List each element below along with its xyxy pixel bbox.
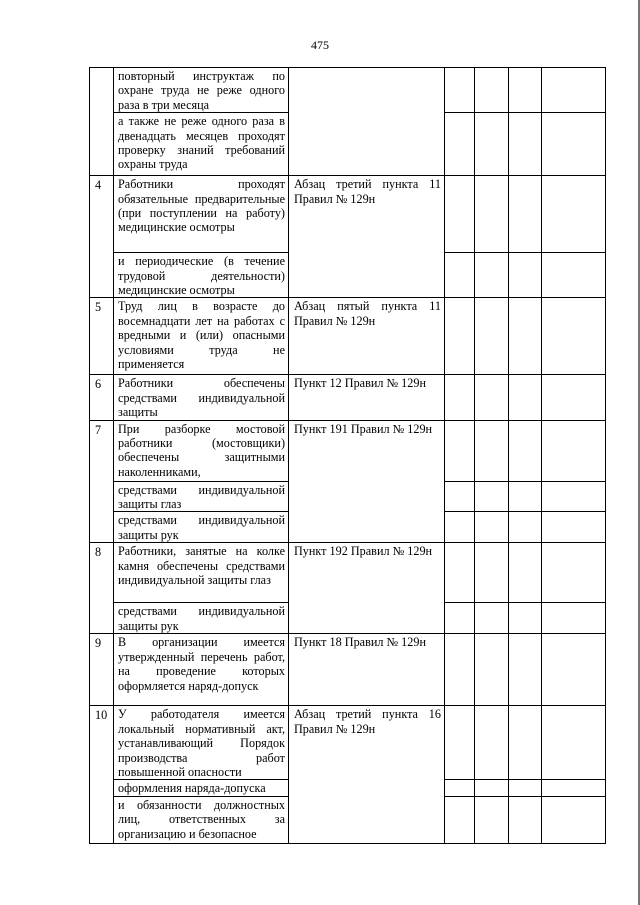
requirement-text: Труд лиц в возрасте до восемнадцати лет на работах с вредными и (или) опасными условиями труда не применяется <box>114 298 289 375</box>
table-row <box>90 543 606 603</box>
note-cell[interactable] <box>542 634 606 706</box>
answer-cell[interactable] <box>445 298 475 375</box>
requirement-text: средствами индивидуальной защиты рук <box>114 512 289 543</box>
legal-reference: Абзац третий пункта 11 Правил № 129н <box>289 176 445 298</box>
answer-cell[interactable] <box>475 706 509 780</box>
requirement-text: а также не реже одного раза в двенадцать месяцев проходят проверку знаний требований охраны труда <box>114 113 289 176</box>
answer-cell[interactable] <box>509 113 542 176</box>
answer-cell[interactable] <box>475 113 509 176</box>
note-cell[interactable] <box>542 543 606 603</box>
answer-cell[interactable] <box>475 68 509 113</box>
legal-reference <box>289 68 445 176</box>
requirement-text: средствами индивидуальной защиты рук <box>114 603 289 634</box>
answer-cell[interactable] <box>445 512 475 543</box>
requirement-text: и периодические (в течение трудовой деятельности) медицинские осмотры <box>114 253 289 298</box>
answer-cell[interactable] <box>509 298 542 375</box>
note-cell[interactable] <box>542 512 606 543</box>
answer-cell[interactable] <box>509 543 542 603</box>
note-cell[interactable] <box>542 113 606 176</box>
answer-cell[interactable] <box>509 375 542 420</box>
answer-cell[interactable] <box>509 603 542 634</box>
answer-cell[interactable] <box>445 253 475 298</box>
row-number: 5 <box>90 298 114 375</box>
note-cell[interactable] <box>542 706 606 780</box>
table-row <box>90 375 606 420</box>
answer-cell[interactable] <box>509 253 542 298</box>
note-cell[interactable] <box>542 796 606 843</box>
answer-cell[interactable] <box>475 543 509 603</box>
legal-reference: Абзац третий пункта 16 Правил № 129н <box>289 706 445 843</box>
requirement-text: и обязанности должностных лиц, ответственных за организацию и безопасное <box>114 796 289 843</box>
answer-cell[interactable] <box>475 298 509 375</box>
requirement-text: Работники, занятые на колке камня обеспечены средствами индивидуальной защиты глаз <box>114 543 289 603</box>
legal-reference: Пункт 18 Правил № 129н <box>289 634 445 706</box>
row-number <box>90 68 114 176</box>
checklist-table <box>89 67 606 844</box>
answer-cell[interactable] <box>445 481 475 512</box>
table-row <box>90 176 606 253</box>
answer-cell[interactable] <box>445 780 475 796</box>
table-row <box>90 420 606 481</box>
answer-cell[interactable] <box>445 68 475 113</box>
note-cell[interactable] <box>542 176 606 253</box>
requirement-text: Работники проходят обязательные предварительные (при поступлении на работу) медицинские осмотры <box>114 176 289 253</box>
note-cell[interactable] <box>542 780 606 796</box>
answer-cell[interactable] <box>509 420 542 481</box>
answer-cell[interactable] <box>509 68 542 113</box>
note-cell[interactable] <box>542 298 606 375</box>
page-number: 475 <box>311 38 329 52</box>
requirement-text: средствами индивидуальной защиты глаз <box>114 481 289 512</box>
legal-reference: Пункт 192 Правил № 129н <box>289 543 445 634</box>
requirement-text: У работодателя имеется локальный нормативный акт, устанавливающий Порядок производства работ повышенной опасности <box>114 706 289 780</box>
legal-reference: Пункт 12 Правил № 129н <box>289 375 445 420</box>
answer-cell[interactable] <box>445 603 475 634</box>
row-number: 4 <box>90 176 114 298</box>
note-cell[interactable] <box>542 603 606 634</box>
answer-cell[interactable] <box>445 543 475 603</box>
note-cell[interactable] <box>542 420 606 481</box>
table-row <box>90 298 606 375</box>
answer-cell[interactable] <box>475 253 509 298</box>
row-number: 10 <box>90 706 114 843</box>
answer-cell[interactable] <box>475 796 509 843</box>
answer-cell[interactable] <box>475 420 509 481</box>
requirement-text: повторный инструктаж по охране труда не реже одного раза в три месяца <box>114 68 289 113</box>
answer-cell[interactable] <box>445 796 475 843</box>
answer-cell[interactable] <box>475 603 509 634</box>
note-cell[interactable] <box>542 375 606 420</box>
answer-cell[interactable] <box>475 780 509 796</box>
table-row <box>90 68 606 113</box>
answer-cell[interactable] <box>475 176 509 253</box>
legal-reference: Пункт 191 Правил № 129н <box>289 420 445 543</box>
answer-cell[interactable] <box>445 375 475 420</box>
answer-cell[interactable] <box>445 634 475 706</box>
answer-cell[interactable] <box>445 176 475 253</box>
answer-cell[interactable] <box>475 375 509 420</box>
answer-cell[interactable] <box>509 176 542 253</box>
row-number: 9 <box>90 634 114 706</box>
requirement-text: В организации имеется утвержденный перечень работ, на проведение которых оформляется наряд-допуск <box>114 634 289 706</box>
answer-cell[interactable] <box>509 780 542 796</box>
table-row <box>90 634 606 706</box>
table-row <box>90 706 606 780</box>
answer-cell[interactable] <box>475 634 509 706</box>
row-number: 7 <box>90 420 114 543</box>
answer-cell[interactable] <box>509 512 542 543</box>
legal-reference: Абзац пятый пункта 11 Правил № 129н <box>289 298 445 375</box>
requirement-text: оформления наряда-допуска <box>114 780 289 796</box>
answer-cell[interactable] <box>445 420 475 481</box>
answer-cell[interactable] <box>475 481 509 512</box>
answer-cell[interactable] <box>509 706 542 780</box>
note-cell[interactable] <box>542 253 606 298</box>
answer-cell[interactable] <box>509 634 542 706</box>
note-cell[interactable] <box>542 481 606 512</box>
note-cell[interactable] <box>542 68 606 113</box>
row-number: 8 <box>90 543 114 634</box>
answer-cell[interactable] <box>509 796 542 843</box>
answer-cell[interactable] <box>445 113 475 176</box>
answer-cell[interactable] <box>445 706 475 780</box>
answer-cell[interactable] <box>509 481 542 512</box>
requirement-text: Работники обеспечены средствами индивидуальной защиты <box>114 375 289 420</box>
row-number: 6 <box>90 375 114 420</box>
requirement-text: При разборке мостовой работники (мостовщики) обеспечены защитными наколенниками, <box>114 420 289 481</box>
answer-cell[interactable] <box>475 512 509 543</box>
